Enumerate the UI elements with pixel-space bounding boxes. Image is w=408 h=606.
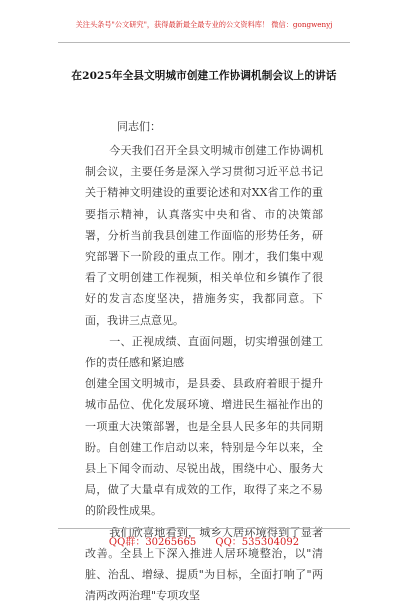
footer-contact xyxy=(0,533,408,548)
header-banner: 关注头条号"公文研究"，获得最新最全最专业的公文资料库！ 微信：gongwenyj xyxy=(75,20,333,29)
paragraph-background: 创建全国文明城市，是县委、县政府着眼于提升城市品位、优化发展环境、增进民生福祉作出的一项重大决策部署，也是全县人民多年的共同期盼。自创建工作启动以来，特别是今年以来，全县上下闻令而动、尽锐出战，围绕中心、服务大局，做了大量卓有成效的工作，取得了来之不易的阶段性成果。 xyxy=(85,377,323,518)
section-heading-one: 一、正视成绩、直面问题，切实增强创建工作的责任感和紧迫感 xyxy=(85,334,323,370)
document-title: 在2025年全县文明城市创建工作协调机制会议上的讲话 xyxy=(71,70,337,82)
salutation: 同志们： xyxy=(117,120,161,133)
qq-number-text: QQ：535304092 xyxy=(215,537,300,548)
footer-divider xyxy=(58,528,350,529)
paragraph-opening: 今天我们召开全县文明城市创建工作协调机制会议，主要任务是深入学习贯彻习近平总书记关于精神文明建设的重要论述和对XX省工作的重要指示精神，认真落实中央和省、市的决策部署，分析当前我县创建工作面临的形势任务，研究部署下一阶段的重点工作。刚才，我们集中观看了文明创建工作视频，相关单位和乡镇作了很好的发言态度坚决，措施务实，我都同意。下面，我讲三点意见。 xyxy=(85,144,323,327)
qq-group-text: QQ群：30265665 xyxy=(108,537,197,548)
paragraph-achievements: 我们欣喜地看到，城乡人居环境得到了显著改善。全县上下深入推进人居环境整治，以"清脏、治乱、增绿、提质"为目标，全面打响了"两清两改两治理"专项攻坚 xyxy=(85,525,323,603)
header-divider xyxy=(58,42,350,43)
